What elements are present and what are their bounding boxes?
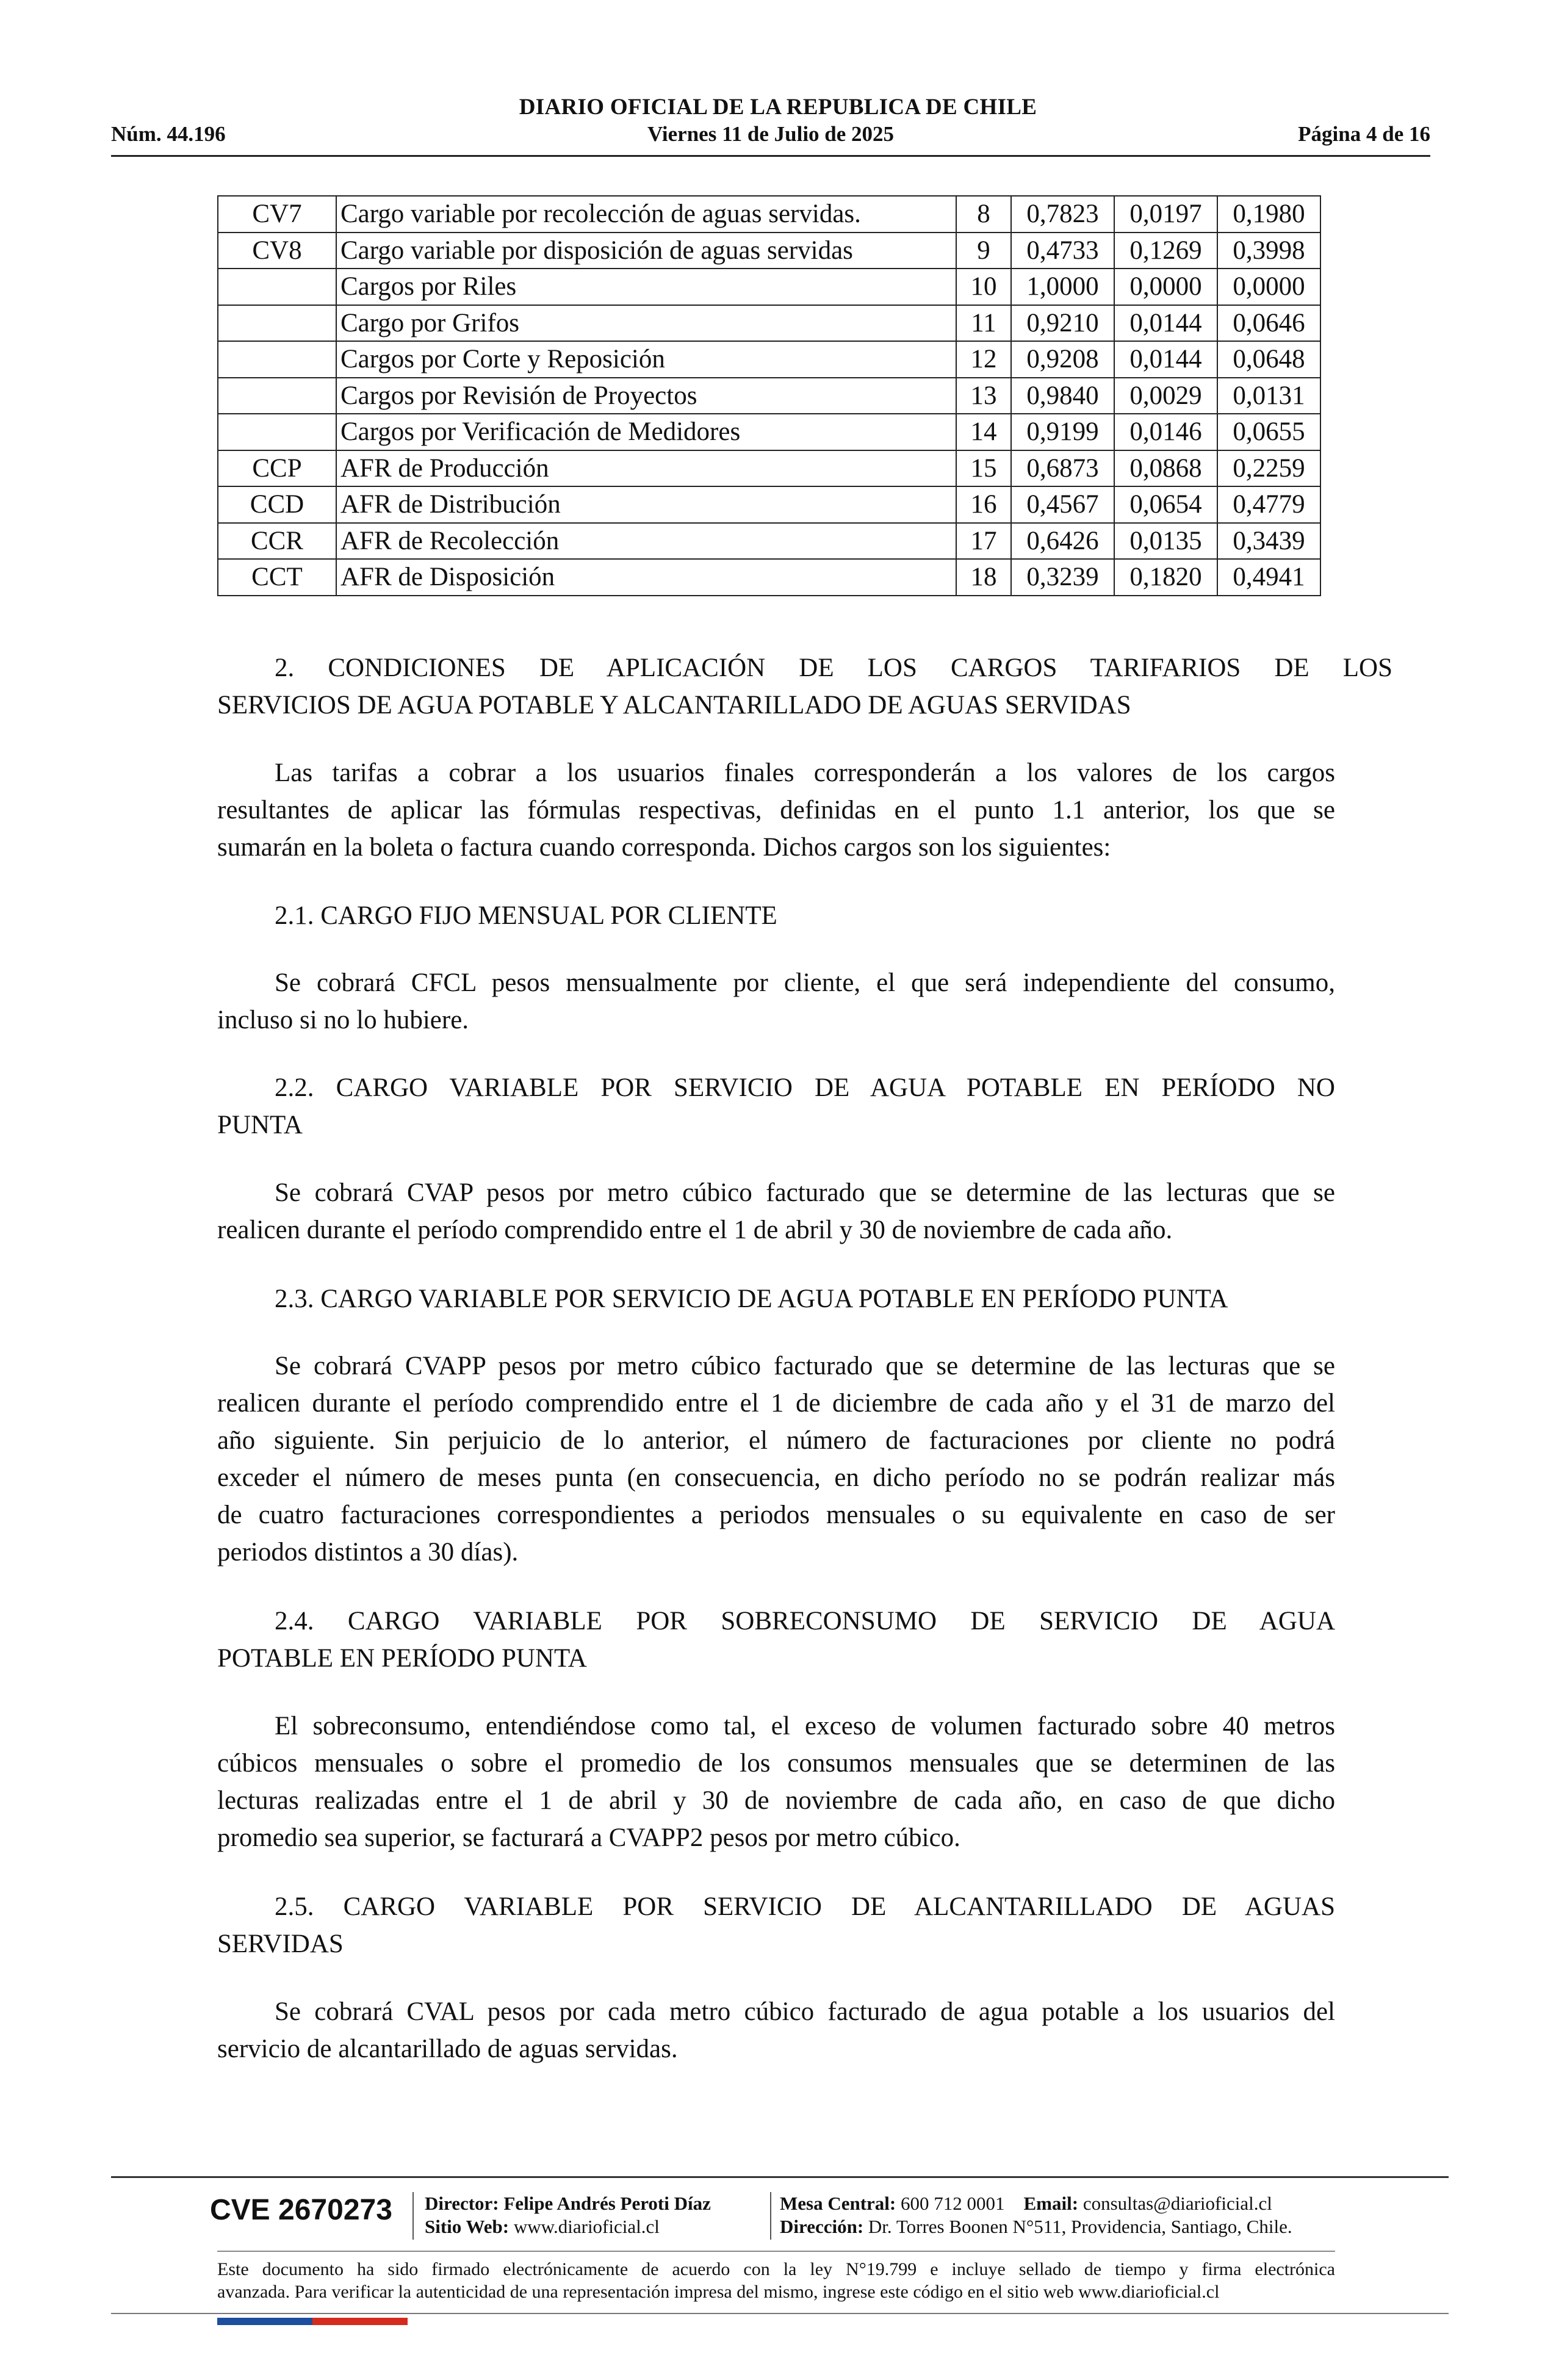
mesa-phone: 600 712 0001: [901, 2193, 1005, 2214]
section-heading: 2.1. CARGO FIJO MENSUAL POR CLIENTE: [275, 901, 777, 930]
section-2-2-paragraph: [217, 1174, 1335, 1249]
row-description: Cargo variable por recolección de aguas servidas.: [336, 196, 956, 233]
row-description: AFR de Producción: [336, 450, 956, 487]
section-2-1-title: [217, 897, 1335, 934]
paragraph-line: Se cobrará CVAPP pesos por metro cúbico facturado que se determine de las lecturas que se: [275, 1352, 1335, 1380]
footer-separator: [412, 2192, 414, 2240]
row-value-a: 0,4733: [1011, 233, 1114, 269]
authenticity-note: [217, 2258, 1335, 2303]
row-description: AFR de Disposición: [336, 559, 956, 596]
paragraph-line: realicen durante el período comprendido entre el 1 de diciembre de cada año y el 31 de marzo del: [217, 1389, 1335, 1418]
paragraph-line: periodos distintos a 30 días).: [217, 1538, 519, 1567]
row-value-b: 0,0197: [1114, 196, 1217, 233]
paragraph-line: El sobreconsumo, entendiéndose como tal, el exceso de volumen facturado sobre 40 metros: [275, 1712, 1335, 1740]
cve-code: CVE 2670273: [210, 2194, 392, 2226]
email-link[interactable]: consultas@diarioficial.cl: [1082, 2193, 1272, 2214]
section-heading: POTABLE EN PERÍODO PUNTA: [217, 1644, 587, 1673]
row-value-c: 0,0648: [1217, 341, 1320, 378]
row-description: Cargos por Verificación de Medidores: [336, 414, 956, 450]
row-value-a: 0,3239: [1011, 559, 1114, 596]
paragraph-line: cúbicos mensuales o sobre el promedio de los consumos mensuales que se determinen de las: [217, 1749, 1335, 1778]
paragraph-line: exceder el número de meses punta (en consecuencia, en dicho período no se podrán realizar más: [217, 1463, 1335, 1492]
row-description: Cargos por Corte y Reposición: [336, 341, 956, 378]
row-code: [218, 414, 336, 450]
paragraph-line: resultantes de aplicar las fórmulas respectivas, definidas en el punto 1.1 anterior, los que se: [217, 796, 1335, 824]
section-heading: SERVIDAS: [217, 1930, 344, 1958]
section-2-5-title: [217, 1888, 1335, 1963]
paragraph-line: incluso si no lo hubiere.: [217, 1006, 469, 1034]
paragraph-line: sumarán en la boleta o factura cuando corresponda. Dichos cargos son los siguientes:: [217, 833, 1111, 862]
mesa-label: Mesa Central:: [780, 2193, 896, 2214]
row-code: CV8: [218, 233, 336, 269]
row-value-b: 0,1269: [1114, 233, 1217, 269]
section-2-title-line: 2. CONDICIONES DE APLICACIÓN DE LOS CARGOS TARIFARIOS DE LOS: [275, 654, 1392, 682]
paragraph-line: de cuatro facturaciones correspondientes a periodos mensuales o su equivalente en caso de ser: [217, 1501, 1335, 1529]
section-heading: PUNTA: [217, 1111, 303, 1139]
row-description: AFR de Recolección: [336, 523, 956, 560]
table-row: [218, 269, 1320, 305]
row-value-a: 0,7823: [1011, 196, 1114, 233]
row-value-c: 0,2259: [1217, 450, 1320, 487]
website-link[interactable]: www.diarioficial.cl: [513, 2216, 660, 2237]
paragraph-line: Las tarifas a cobrar a los usuarios finales corresponderán a los valores de los cargos: [275, 759, 1335, 787]
row-number: 15: [956, 450, 1011, 487]
table-row: [218, 559, 1320, 596]
header-divider: [111, 155, 1430, 157]
table-row: [218, 486, 1320, 523]
row-value-c: 0,3439: [1217, 523, 1320, 560]
director-name: Felipe Andrés Peroti Díaz: [503, 2193, 711, 2214]
table-row: [218, 450, 1320, 487]
section-2-title: [217, 649, 1392, 724]
row-code: CCR: [218, 523, 336, 560]
section-2-3-title: [217, 1280, 1335, 1318]
table-row: [218, 414, 1320, 450]
row-value-c: 0,0655: [1217, 414, 1320, 450]
table-row: [218, 378, 1320, 414]
row-value-a: 1,0000: [1011, 269, 1114, 305]
row-value-a: 0,9208: [1011, 341, 1114, 378]
row-code: CCT: [218, 559, 336, 596]
footer-bottom-divider: [111, 2313, 1449, 2314]
row-number: 16: [956, 486, 1011, 523]
section-heading: 2.4. CARGO VARIABLE POR SOBRECONSUMO DE SERVICIO DE AGUA: [275, 1607, 1335, 1635]
row-value-a: 0,9199: [1011, 414, 1114, 450]
tariff-table: [217, 195, 1321, 596]
paragraph-line: realicen durante el período comprendido entre el 1 de abril y 30 de noviembre de cada año.: [217, 1216, 1173, 1244]
row-code: CCD: [218, 486, 336, 523]
row-value-b: 0,0000: [1114, 269, 1217, 305]
row-number: 18: [956, 559, 1011, 596]
row-description: Cargo por Grifos: [336, 305, 956, 342]
header-row: [111, 122, 1430, 150]
intro-paragraph: [217, 754, 1335, 866]
row-description: Cargo variable por disposición de aguas servidas: [336, 233, 956, 269]
row-value-c: 0,1980: [1217, 196, 1320, 233]
row-value-c: 0,3998: [1217, 233, 1320, 269]
row-description: Cargos por Revisión de Proyectos: [336, 378, 956, 414]
table-row: [218, 305, 1320, 342]
row-value-a: 0,9210: [1011, 305, 1114, 342]
section-2-5-paragraph: [217, 1993, 1335, 2068]
row-value-c: 0,0646: [1217, 305, 1320, 342]
row-number: 10: [956, 269, 1011, 305]
footer-inner-divider: [217, 2251, 1335, 2252]
footer-separator: [770, 2192, 771, 2240]
row-value-b: 0,0146: [1114, 414, 1217, 450]
row-number: 12: [956, 341, 1011, 378]
section-2-4-title: [217, 1603, 1335, 1677]
table-row: [218, 196, 1320, 233]
paragraph-line: lecturas realizadas entre el 1 de abril y 30 de noviembre de cada año, en caso de que dicho: [217, 1786, 1335, 1815]
row-code: CV7: [218, 196, 336, 233]
row-value-a: 0,6873: [1011, 450, 1114, 487]
issue-date: Viernes 11 de Julio de 2025: [647, 122, 895, 146]
paragraph-line: promedio sea superior, se facturará a CVAPP2 pesos por metro cúbico.: [217, 1823, 960, 1852]
row-value-a: 0,4567: [1011, 486, 1114, 523]
row-code: CCP: [218, 450, 336, 487]
row-number: 8: [956, 196, 1011, 233]
row-value-b: 0,0144: [1114, 305, 1217, 342]
section-heading: 2.3. CARGO VARIABLE POR SERVICIO DE AGUA POTABLE EN PERÍODO PUNTA: [275, 1285, 1228, 1313]
paragraph-line: servicio de alcantarillado de aguas servidas.: [217, 2035, 678, 2063]
table-row: [218, 233, 1320, 269]
footer-director-block: [425, 2192, 711, 2238]
director-label: Director:: [425, 2193, 499, 2214]
row-number: 13: [956, 378, 1011, 414]
row-value-c: 0,4941: [1217, 559, 1320, 596]
row-code: [218, 378, 336, 414]
note-line: avanzada. Para verificar la autenticidad de una representación impresa del mismo, ingrese este código en el sitio web www.diarioficial.cl: [217, 2282, 1220, 2302]
table-row: [218, 341, 1320, 378]
address-text: Dr. Torres Boonen N°511, Providencia, Santiago, Chile.: [868, 2216, 1292, 2237]
row-value-c: 0,4779: [1217, 486, 1320, 523]
row-value-b: 0,0868: [1114, 450, 1217, 487]
flag-blue-bar: [217, 2318, 312, 2325]
paragraph-line: año siguiente. Sin perjuicio de lo anterior, el número de facturaciones por cliente no podrá: [217, 1426, 1335, 1455]
issue-number: Núm. 44.196: [111, 122, 226, 146]
flag-stripe: [217, 2318, 408, 2325]
note-line: Este documento ha sido firmado electrónicamente de acuerdo con la ley N°19.799 e incluye sellado de tiempo y firma electrónica: [217, 2259, 1335, 2279]
section-2-title-line: SERVICIOS DE AGUA POTABLE Y ALCANTARILLADO DE AGUAS SERVIDAS: [217, 691, 1131, 719]
section-2-4-paragraph: [217, 1707, 1335, 1856]
footer-divider: [111, 2176, 1449, 2178]
page-number: Página 4 de 16: [1298, 122, 1430, 146]
row-value-b: 0,1820: [1114, 559, 1217, 596]
row-value-b: 0,0029: [1114, 378, 1217, 414]
row-code: [218, 341, 336, 378]
paragraph-line: Se cobrará CFCL pesos mensualmente por cliente, el que será independiente del consumo,: [275, 968, 1335, 997]
newspaper-title: DIARIO OFICIAL DE LA REPUBLICA DE CHILE: [519, 95, 1037, 120]
row-value-a: 0,6426: [1011, 523, 1114, 560]
row-value-b: 0,0144: [1114, 341, 1217, 378]
section-2-1-paragraph: [217, 964, 1335, 1039]
address-label: Dirección:: [780, 2216, 864, 2237]
row-code: [218, 305, 336, 342]
paragraph-line: Se cobrará CVAP pesos por metro cúbico facturado que se determine de las lecturas que se: [275, 1178, 1335, 1207]
row-value-c: 0,0000: [1217, 269, 1320, 305]
table-row: [218, 523, 1320, 560]
row-description: AFR de Distribución: [336, 486, 956, 523]
section-heading: 2.5. CARGO VARIABLE POR SERVICIO DE ALCANTARILLADO DE AGUAS: [275, 1892, 1335, 1921]
paragraph-line: Se cobrará CVAL pesos por cada metro cúbico facturado de agua potable a los usuarios del: [275, 1997, 1335, 2026]
row-number: 17: [956, 523, 1011, 560]
row-description: Cargos por Riles: [336, 269, 956, 305]
section-2-2-title: [217, 1069, 1335, 1144]
flag-red-bar: [312, 2318, 408, 2325]
row-number: 9: [956, 233, 1011, 269]
website-label: Sitio Web:: [425, 2216, 510, 2237]
row-value-b: 0,0654: [1114, 486, 1217, 523]
row-number: 14: [956, 414, 1011, 450]
row-value-b: 0,0135: [1114, 523, 1217, 560]
row-code: [218, 269, 336, 305]
row-value-a: 0,9840: [1011, 378, 1114, 414]
section-2-3-paragraph: [217, 1347, 1335, 1571]
footer-contact-block: [780, 2192, 1292, 2238]
row-value-c: 0,0131: [1217, 378, 1320, 414]
section-heading: 2.2. CARGO VARIABLE POR SERVICIO DE AGUA POTABLE EN PERÍODO NO: [275, 1073, 1335, 1102]
email-label: Email:: [1023, 2193, 1079, 2214]
row-number: 11: [956, 305, 1011, 342]
